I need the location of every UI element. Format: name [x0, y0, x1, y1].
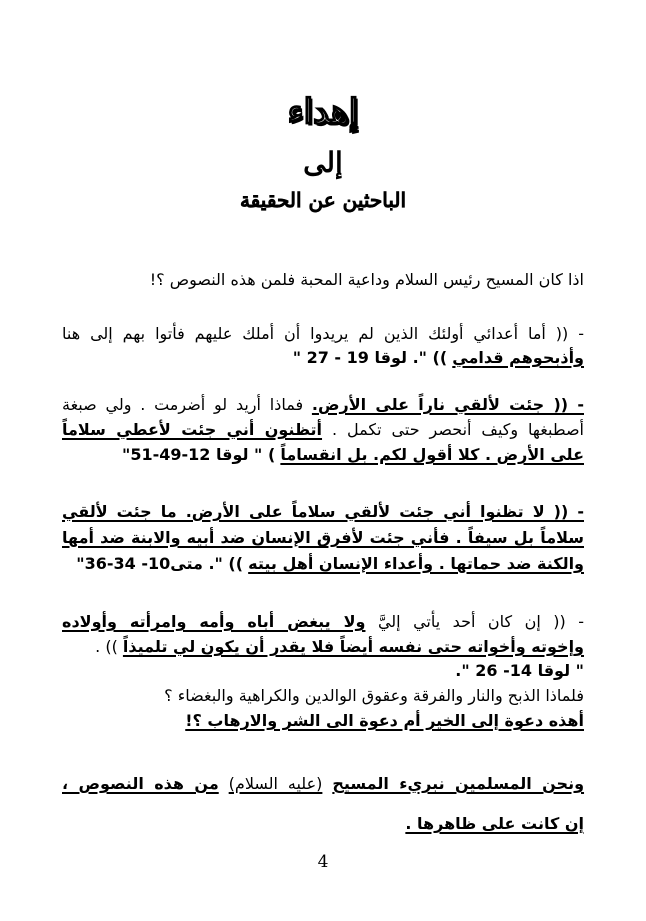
- quote4-text-b: )) .: [95, 637, 118, 656]
- quote3-emphasis: والكنة ضد حماتها . وأعداء الإنسان أهل بيته: [248, 554, 584, 573]
- quote2-text-b: أصطبغها وكيف أنحصر حتى تكمل .: [331, 420, 585, 439]
- quote4-line1: [62, 610, 584, 634]
- quote1-line2: [62, 346, 584, 370]
- quote2-text-a: فماذا أريد لو أضرمت . ولي صبغة: [62, 395, 304, 414]
- quote3-line3: [62, 552, 584, 576]
- conclusion-text-b: من هذه النصوص ،: [62, 774, 219, 793]
- quote2-emphasis-a: - (( جئت لألقي ناراً على الأرض.: [311, 395, 584, 414]
- quote4-emphasis-a: ولا يبغض أباه وأمه وامرأته وأولاده: [62, 612, 366, 631]
- quote2-line2: [62, 418, 584, 442]
- dedication-recipients: الباحثين عن الحقيقة: [239, 188, 407, 212]
- quote2-emphasis-b: أتظنون أني جئت لأعطي سلاماً: [62, 420, 323, 439]
- quote2-line1: [62, 393, 584, 417]
- quote1-line1: - (( أما أعدائي أولئك الذين لم يريدوا أن أملك عليهم فأتوا بهم إلى هنا: [62, 324, 584, 343]
- conclusion-line1: [62, 772, 584, 796]
- quote4-reference: " لوقا 14- 26 ".: [455, 661, 584, 680]
- dedication-title: إهداء: [287, 92, 359, 132]
- quote2-line3: [62, 443, 584, 467]
- conclusion-honorific: (عليه السلام): [228, 774, 323, 793]
- quote3-reference: )) ". متى10- 34-36": [76, 554, 244, 573]
- quote3-line1: - (( لا تظنوا أني جئت لألقي سلاماً على الأرض. ما جئت لألقي: [62, 502, 584, 521]
- dedication-to: إلى: [303, 146, 343, 179]
- quote1-emphasis: وأذبحوهم قدامي: [452, 348, 584, 367]
- quote2-emphasis-c: على الأرض . كلا أقول لكم. بل انقساماً: [280, 445, 584, 464]
- quote1-reference: )) ". لوقا 19 - 27 ": [292, 348, 448, 367]
- page-number: 4: [317, 852, 329, 872]
- quote4-line2: [62, 635, 584, 659]
- quote4-text-a: - (( إن كان أحد يأتي إليَّ: [377, 612, 584, 631]
- quote2-reference: ) " لوقا 12-49-51": [121, 445, 276, 464]
- closing-question: فلماذا الذبح والنار والفرقة وعقوق الوالدين والكراهية والبغضاء ؟: [164, 686, 584, 705]
- quote4-emphasis-b: وإخوته وأخواته حتى نفسه أيضاً فلا يقدر أن يكون لي تلميذاً: [122, 637, 584, 656]
- closing-question-emphasis: أهذه دعوة إلى الخير أم دعوة الى الشر والارهاب ؟!: [185, 711, 584, 730]
- intro-question: اذا كان المسيح رئيس السلام وداعية المحبة فلمن هذه النصوص ؟!: [149, 270, 584, 289]
- conclusion-line2: إن كانت على ظاهرها .: [405, 814, 584, 833]
- conclusion-text-a: ونحن المسلمين نبريء المسيح: [332, 774, 585, 793]
- quote3-line2: سلاماً بل سيفاً . فأني جئت لأفرق الإنسان ضد أبيه والابنة ضد أمها: [62, 528, 584, 547]
